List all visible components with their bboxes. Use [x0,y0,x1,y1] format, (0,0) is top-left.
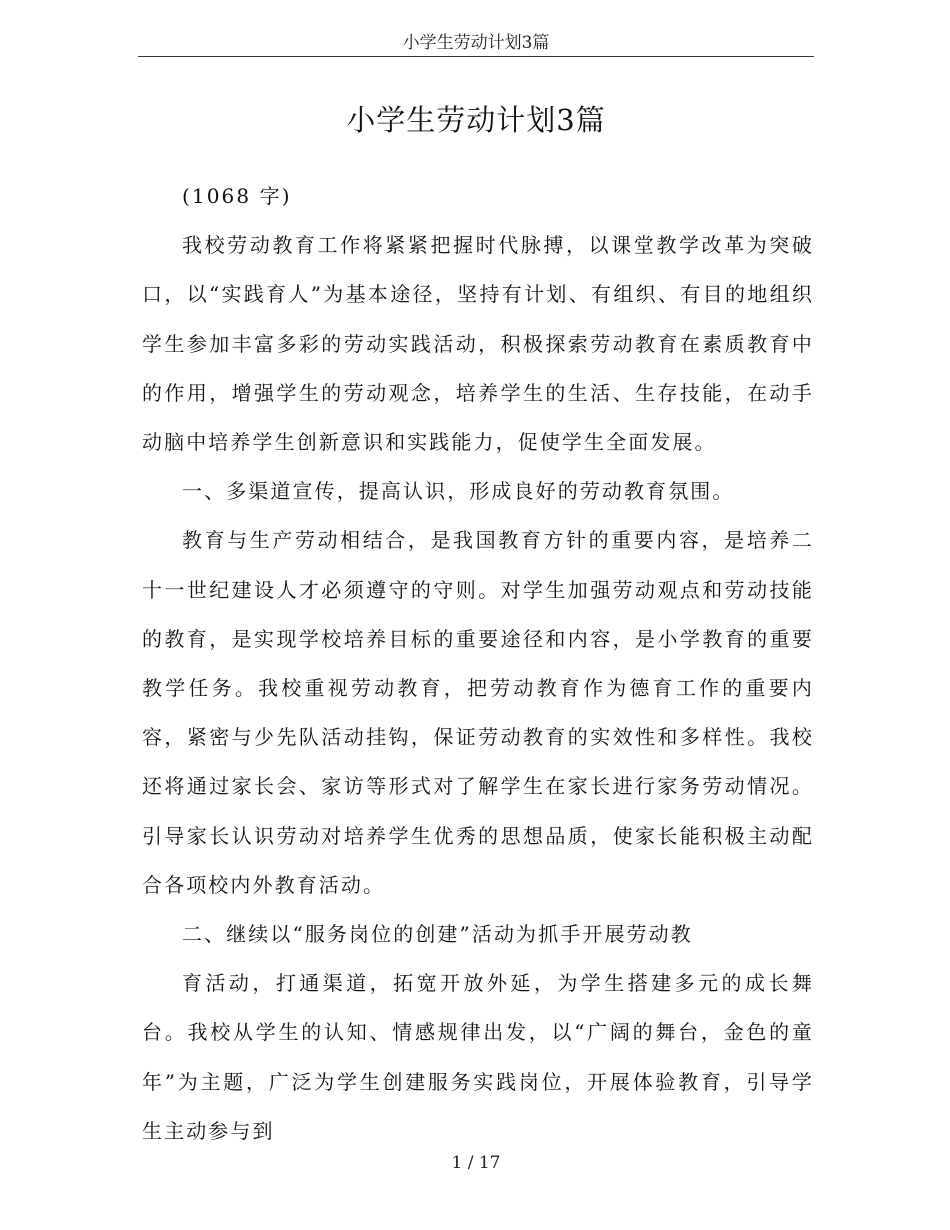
document-body [142,172,814,1156]
word-count-paragraph: (1068 字) [182,184,292,208]
section-heading-2: 二、继续以“服务岗位的创建”活动为抓手开展劳动教 [182,922,693,947]
section-2-paragraph: 育活动，打通渠道，拓宽开放外延，为学生搭建多元的成长舞台。我校从学生的认知、情感规律出发，以“广阔的舞台，金色的童年”为主题，广泛为学生创建服务实践岗位，开展体验教育，引导学生主动参与到 [142,971,814,1143]
intro-paragraph: 我校劳动教育工作将紧紧把握时代脉搏，以课堂教学改革为突破口，以“实践育人”为基本途径，坚持有计划、有组织、有目的地组织学生参加丰富多彩的劳动实践活动，积极探索劳动教育在素质教育中的作用，增强学生的劳动观念，培养学生的生活、生存技能，在动手动脑中培养学生创新意识和实践能力，促使学生全面发展。 [142,233,814,455]
section-heading-1: 一、多渠道宣传，提高认识，形成良好的劳动教育氛围。 [182,479,735,504]
page-number: 1 / 17 [451,1153,501,1173]
section-1-paragraph: 教育与生产劳动相结合，是我国教育方针的重要内容，是培养二十一世纪建设人才必须遵守的守则。对学生加强劳动观点和劳动技能的教育，是实现学校培养目标的重要途径和内容，是小学教育的重要教学任务。我校重视劳动教育，把劳动教育作为德育工作的重要内容，紧密与少先队活动挂钩，保证劳动教育的实效性和多样性。我校还将通过家长会、家访等形式对了解学生在家长进行家务劳动情况。引导家长认识劳动对培养学生优秀的思想品质，使家长能积极主动配合各项校内外教育活动。 [142,528,814,897]
running-header: 小学生劳动计划3篇 [402,33,550,53]
document-title: 小学生劳动计划3篇 [346,103,606,137]
header-divider [138,56,814,57]
